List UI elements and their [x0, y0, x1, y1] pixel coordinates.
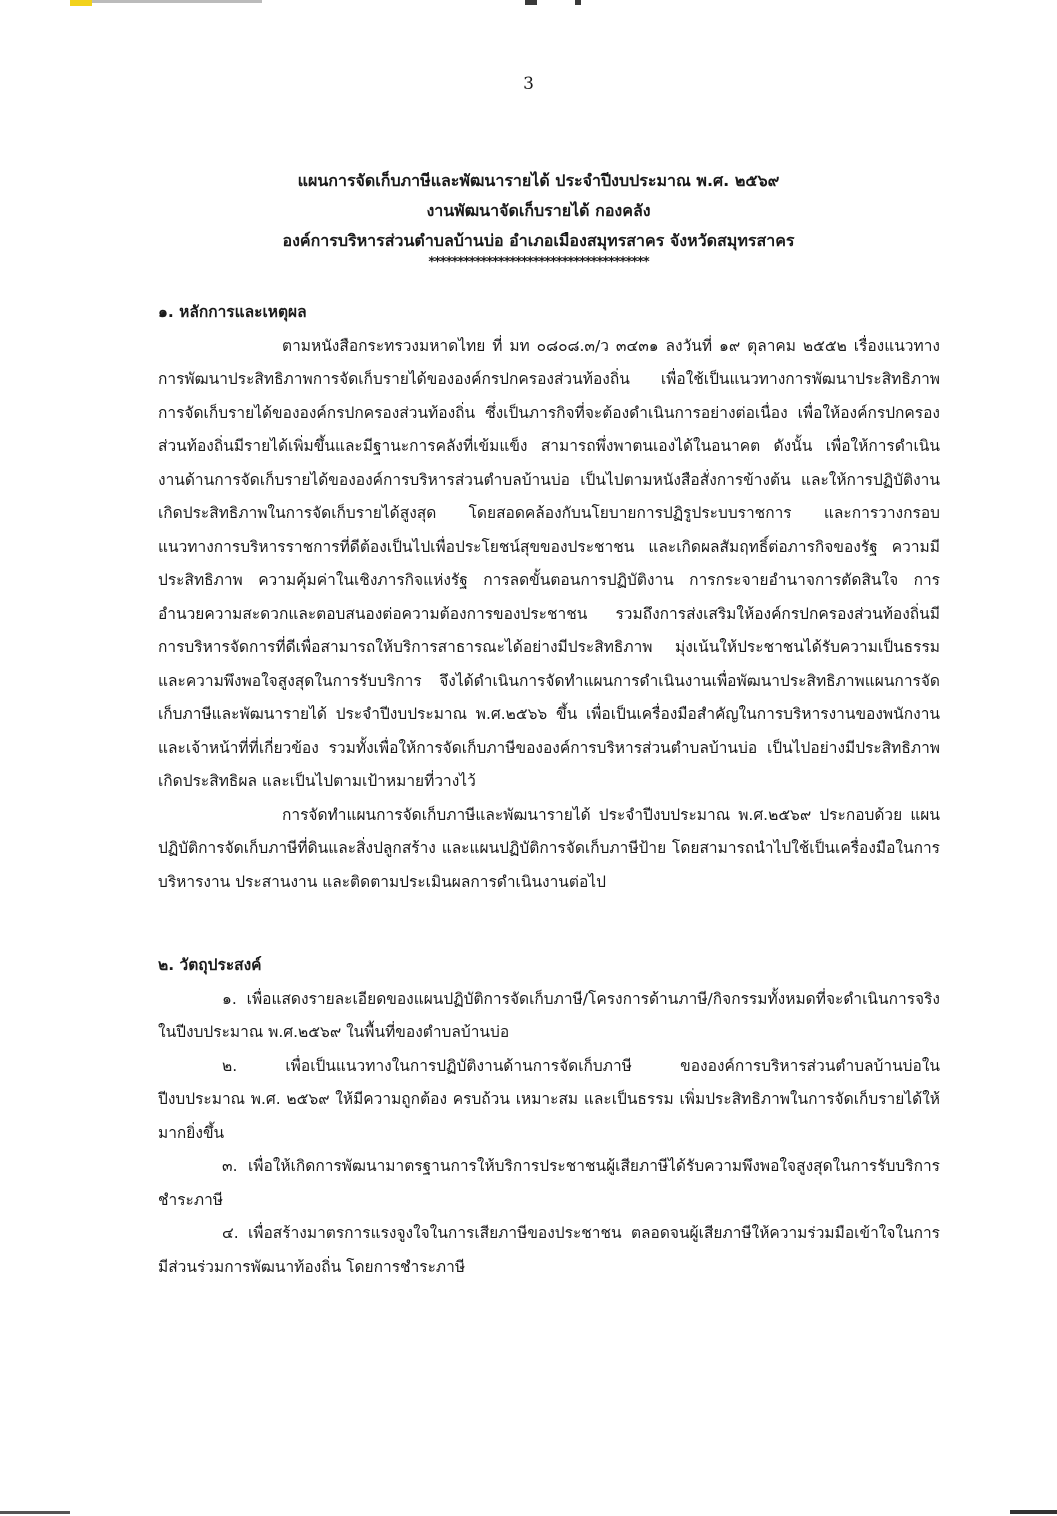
title-line-1: แผนการจัดเก็บภาษีและพัฒนารายได้ ประจำปีงบประมาณ พ.ศ. ๒๕๖๙ — [297, 171, 780, 190]
title-line-3: องค์การบริหารส่วนตำบลบ้านบ่อ อำเภอเมืองสมุทรสาคร จังหวัดสมุทรสาคร — [282, 231, 795, 250]
scan-edge-top — [0, 0, 1057, 8]
objective-item: ๑. เพื่อแสดงรายละเอียดของแผนปฏิบัติการจัดเก็บภาษี/โครงการด้านภาษี/กิจกรรมทั้งหมดที่จะดำเนินการจริงในปีงบประมาณ พ.ศ.๒๕๖๙ ในพื้นที่ของตำบลบ้านบ่อ — [158, 989, 940, 1041]
objective-item: ๔. เพื่อสร้างมาตรการแรงจูงใจในการเสียภาษีของประชาชน ตลอดจนผู้เสียภาษีให้ความร่วมมือเข้าใจในการมีส่วนร่วมการพัฒนาท้องถิ่น โดยการชำระภาษี — [158, 1224, 940, 1276]
document-body — [158, 296, 940, 1284]
document-title — [0, 166, 1057, 270]
objective-item: ๓. เพื่อให้เกิดการพัฒนามาตรฐานการให้บริการประชาชนผู้เสียภาษีได้รับความพึงพอใจสูงสุดในการรับบริการชำระภาษี — [158, 1157, 940, 1209]
section-1-paragraph-1: ตามหนังสือกระทรวงมหาดไทย ที่ มท ๐๘๐๘.๓/ว ๓๔๓๑ ลงวันที่ ๑๙ ตุลาคม ๒๕๕๒ เรื่องแนวทางการพัฒนาประสิทธิภาพการจัดเก็บรายได้ขององค์กรปกครองส่วนท้องถิ่น เพื่อใช้เป็นแนวทางการพัฒนาประสิทธิภาพการจัดเก็บรายได้ขององค์กรปกครองส่วนท้องถิ่น ซึ่งเป็นภารกิจที่จะต้องดำเนินการอย่างต่อเนื่อง เพื่อให้องค์กรปกครองส่วนท้องถิ่นมีรายได้เพิ่มขึ้นและมีฐานะการคลังที่เข้มแข็ง สามารถพึ่งพาตนเองได้ในอนาคต ดังนั้น เพื่อให้การดำเนินงานด้านการจัดเก็บรายได้ขององค์การบริหารส่วนตำบลบ้านบ่อ เป็นไปตามหนังสือสั่งการข้างต้น และให้การปฏิบัติงานเกิดประสิทธิภาพในการจัดเก็บรายได้สูงสุด โดยสอดคล้องกับนโยบายการปฏิรูประบบราชการ และการวางกรอบแนวทางการบริหารราชการที่ดีต้องเป็นไปเพื่อประโยชน์สุขของประชาชน และเกิดผลสัมฤทธิ์ต่อภารกิจของรัฐ ความมีประสิทธิภาพ ความคุ้มค่าในเชิงภารกิจแห่งรัฐ การลดขั้นตอนการปฏิบัติงาน การกระจายอำนาจการตัดสินใจ การอำนวยความสะดวกและตอบสนองต่อความต้องการของประชาชน รวมถึงการส่งเสริมให้องค์กรปกครองส่วนท้องถิ่นมีการบริหารจัดการที่ดีเพื่อสามารถให้บริการสาธารณะได้อย่างมีประสิทธิภาพ มุ่งเน้นให้ประชาชนได้รับความเป็นธรรมและความพึงพอใจสูงสุดในการรับบริการ จึงได้ดำเนินการจัดทำแผนการดำเนินงานเพื่อพัฒนาประสิทธิภาพแผนการจัดเก็บภาษีและพัฒนารายได้ ประจำปีงบประมาณ พ.ศ.๒๕๖๖ ขึ้น เพื่อเป็นเครื่องมือสำคัญในการบริหารงานของพนักงานและเจ้าหน้าที่ที่เกี่ยวข้อง รวมทั้งเพื่อให้การจัดเก็บภาษีขององค์การบริหารส่วนตำบลบ้านบ่อ เป็นไปอย่างมีประสิทธิภาพ เกิดประสิทธิผล และเป็นไปตามเป้าหมายที่วางไว้ — [158, 336, 940, 790]
scan-mark-yellow — [70, 0, 92, 6]
section-1-heading: ๑. หลักการและเหตุผล — [158, 303, 307, 321]
scan-mark — [525, 0, 537, 5]
scan-mark — [1010, 1510, 1057, 1514]
page-number: 3 — [523, 74, 534, 94]
stars-divider: ************************************** — [428, 255, 649, 270]
scan-mark — [575, 0, 581, 5]
scan-mark — [0, 1511, 70, 1514]
scan-edge-bottom — [0, 1508, 1057, 1516]
objective-item: ๒. เพื่อเป็นแนวทางในการปฏิบัติงานด้านการจัดเก็บภาษี ขององค์การบริหารส่วนตำบลบ้านบ่อในปีงบประมาณ พ.ศ. ๒๕๖๙ ให้มีความถูกต้อง ครบถ้วน เหมาะสม และเป็นธรรม เพิ่มประสิทธิภาพในการจัดเก็บรายได้ให้มากยิ่งขึ้น — [158, 1056, 940, 1142]
scan-mark — [92, 0, 262, 3]
section-2-heading: ๒. วัตถุประสงค์ — [158, 956, 262, 974]
section-1-paragraph-2: การจัดทำแผนการจัดเก็บภาษีและพัฒนารายได้ ประจำปีงบประมาณ พ.ศ.๒๕๖๙ ประกอบด้วย แผนปฏิบัติการจัดเก็บภาษีที่ดินและสิ่งปลูกสร้าง และแผนปฏิบัติการจัดเก็บภาษีป้าย โดยสามารถนำไปใช้เป็นเครื่องมือในการบริหารงาน ประสานงาน และติดตามประเมินผลการดำเนินงานต่อไป — [158, 805, 940, 891]
title-line-2: งานพัฒนาจัดเก็บรายได้ กองคลัง — [426, 201, 651, 220]
section-gap — [158, 899, 940, 949]
